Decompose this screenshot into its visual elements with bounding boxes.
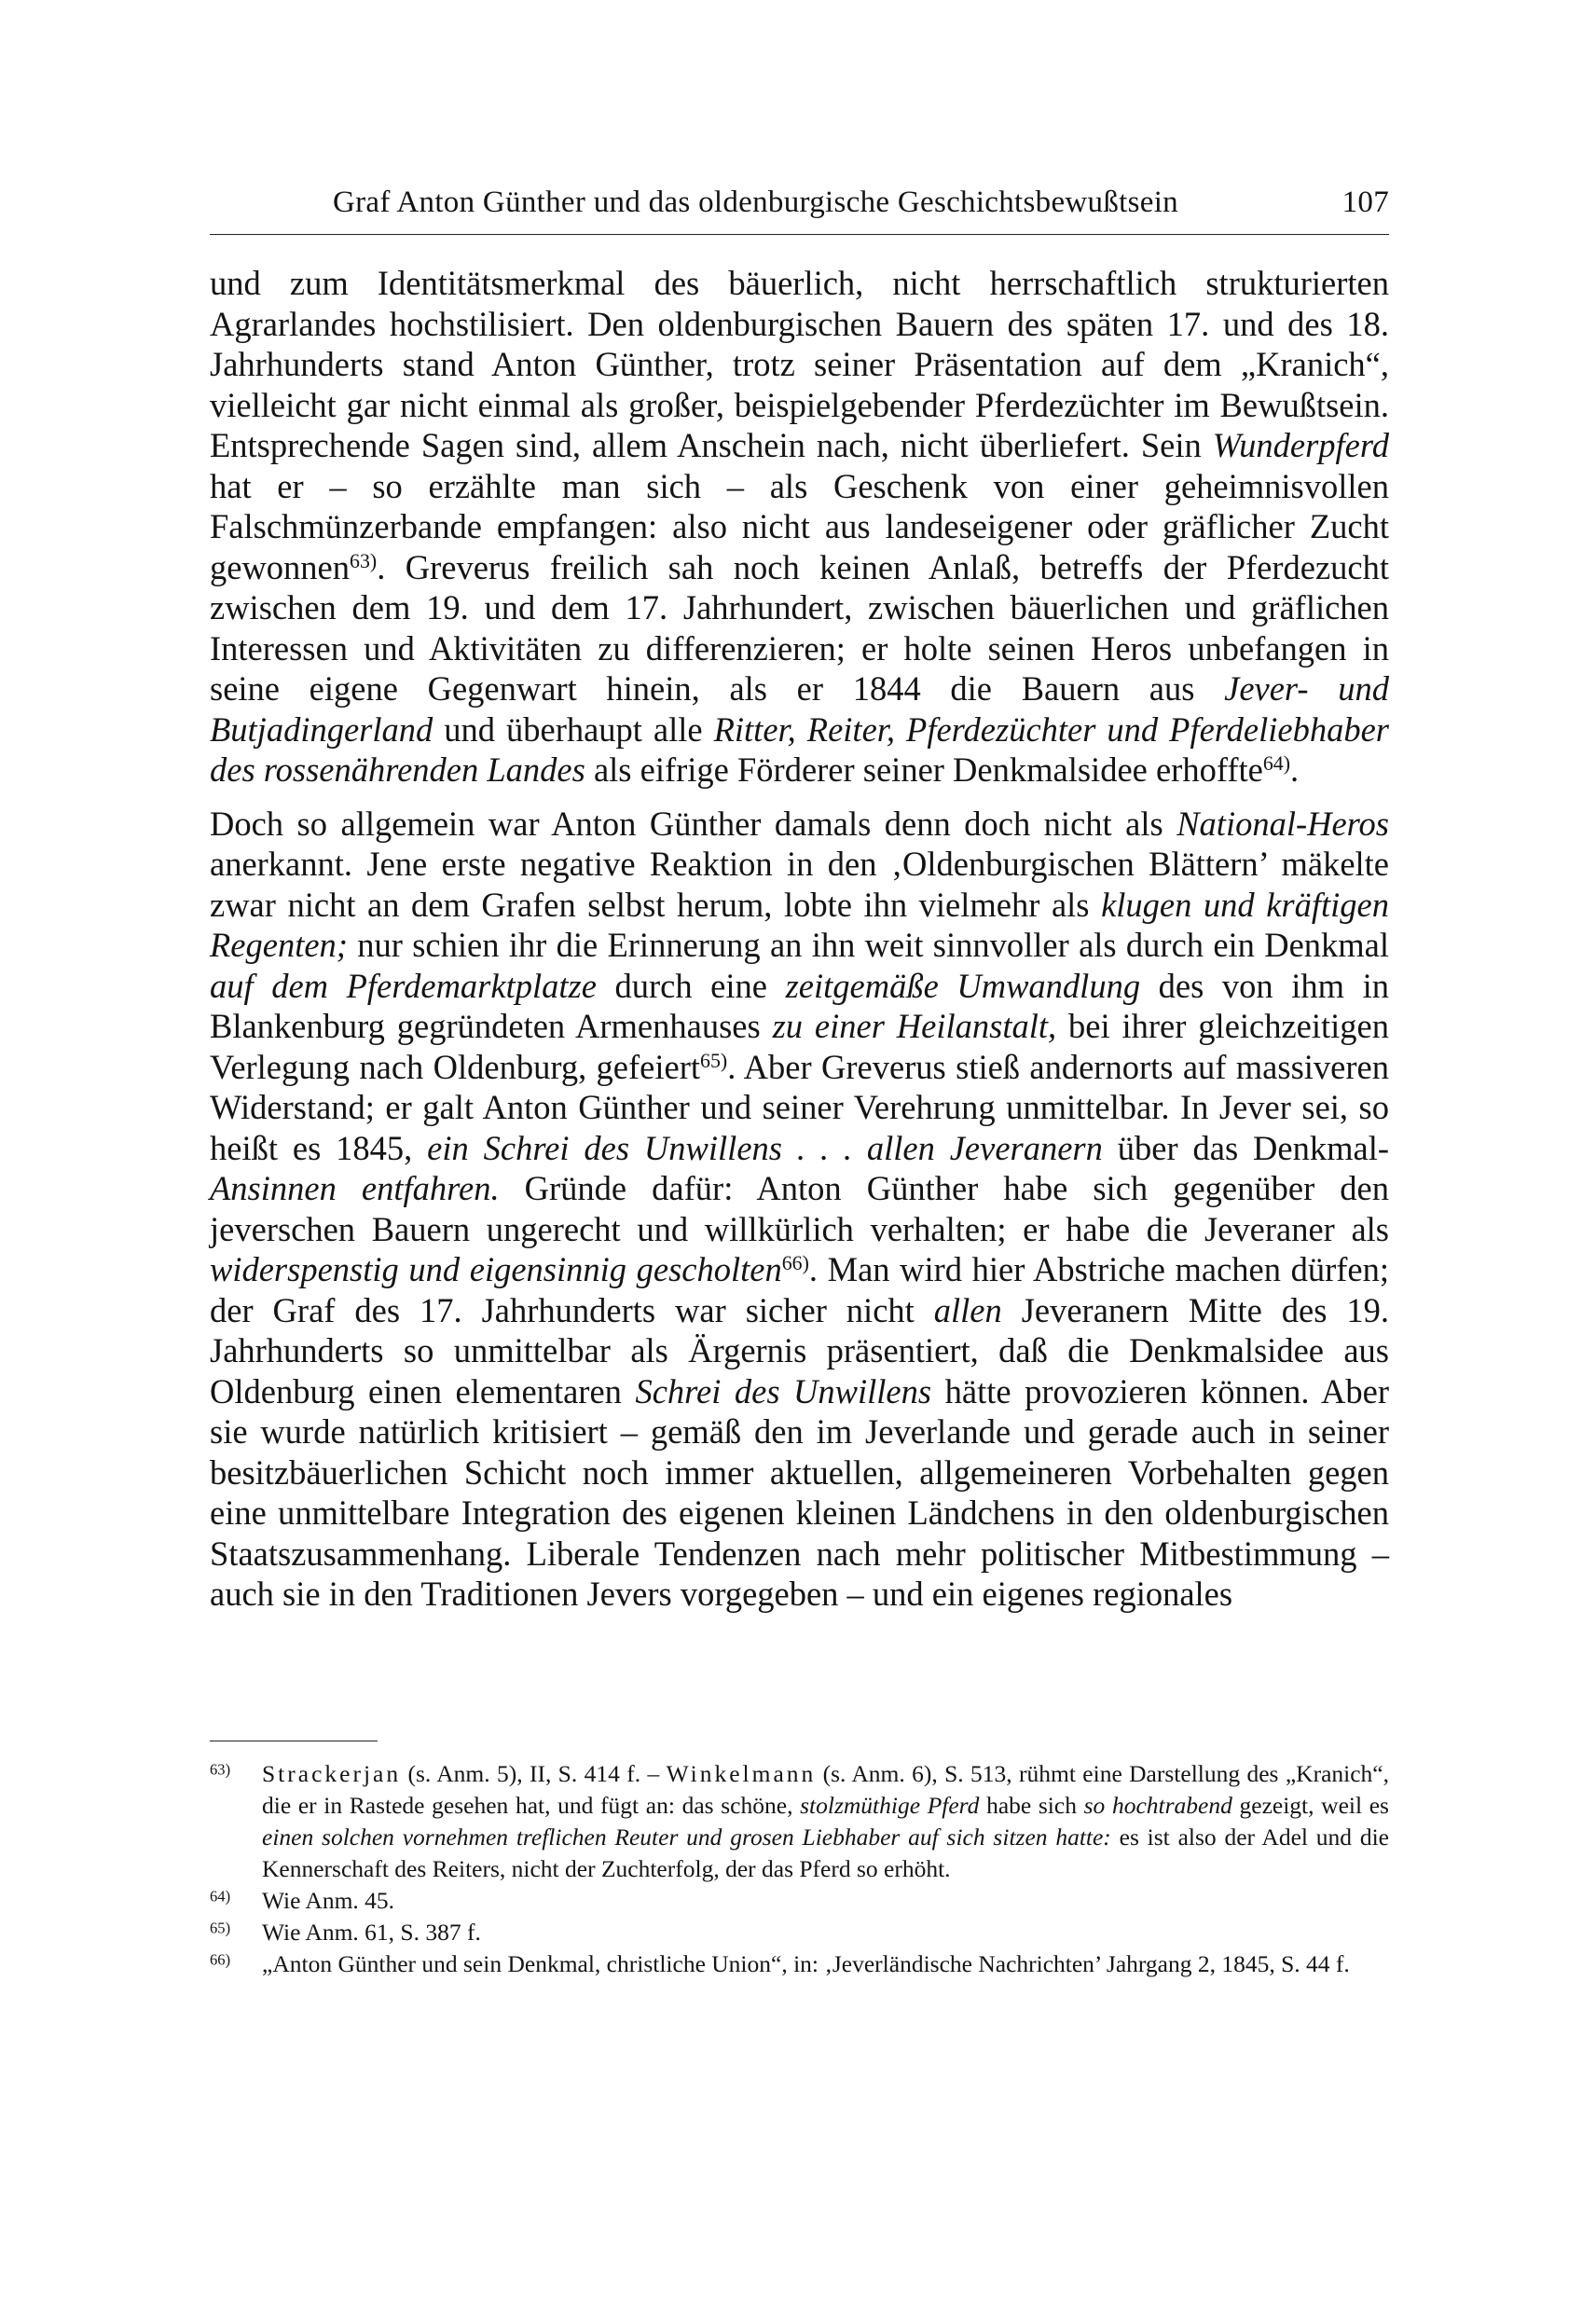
text-run: . Aber Greverus stieß andernorts auf massiveren Widerstand; er galt Anton Günther und seiner Verehrung unmittelbar. In Jever sei, so heißt es 1845, bbox=[210, 1047, 1389, 1167]
footnote-number bbox=[210, 1917, 262, 1948]
page-number: 107 bbox=[1341, 186, 1389, 219]
text-run: Gründe dafür: Anton Günther habe sich gegenüber den jeverschen Bauern ungerecht und willkürlich verhalten; er habe die Jeveraner als bbox=[210, 1169, 1389, 1248]
italic-text: Jever- und Butjadingerland bbox=[210, 669, 1389, 749]
footnote-text bbox=[262, 1758, 1389, 1885]
text-run: anerkannt. Jene erste negative Reaktion in den ‚Oldenburgischen Blättern’ mäkelte zwar nicht an dem Grafen selbst herum, lobte ihn vielmehr als bbox=[210, 845, 1389, 924]
italic-text: zu einer Heilanstalt, bbox=[772, 1007, 1057, 1045]
text-run: als eifrige Förderer seiner Denkmalsidee erhoffte bbox=[585, 750, 1263, 789]
italic-text: Schrei des Unwillens bbox=[635, 1371, 932, 1411]
paragraph bbox=[210, 804, 1389, 1615]
text-run: und zum Identitätsmerkmal des bäuerlich, nicht herrschaftlich strukturierten Agrarlandes hochstilisiert. Den oldenburgischen Bauern des späten 17. und des 18. Jahrhunderts stand Anton Günther, trotz seiner Präsentation auf dem „Kranich“, vielleicht gar nicht einmal als großer, beispielgebender Pferdezüchter im Bewußtsein. Entsprechende Sagen sind, allem Anschein nach, nicht überliefert. Sein bbox=[210, 264, 1389, 464]
paragraph bbox=[210, 263, 1389, 791]
footnote-number-text: 64) bbox=[210, 1887, 231, 1906]
text-run: über das Denkmal- bbox=[1102, 1128, 1389, 1167]
italic-text: Ansinnen entfahren. bbox=[210, 1169, 500, 1207]
italic-text: so hochtrabend bbox=[1083, 1792, 1232, 1819]
text-run: habe sich bbox=[979, 1792, 1084, 1819]
footnote bbox=[210, 1758, 1389, 1885]
footnote-reference[interactable]: 63) bbox=[350, 548, 378, 572]
footnote bbox=[210, 1917, 1389, 1948]
footnote bbox=[210, 1948, 1389, 1980]
running-head bbox=[210, 182, 1389, 235]
text-run: es ist also der Adel und die Kennerschaft des Reiters, nicht der Zuchterfolg, der das Pferd so erhöht. bbox=[262, 1823, 1389, 1882]
text-run: hätte provozieren können. Aber sie wurde natürlich kritisiert – gemäß den im Jeverlande und gerade auch in seiner besitzbäuerlichen Schicht noch immer aktuellen, allgemeineren Vorbehalten gegen eine unmittelbare Integration des eigenen kleinen Ländchens in den oldenburgischen Staatszusammenhang. Liberale Tendenzen nach mehr politischer Mitbestimmung – auch sie in den Traditionen Jevers vorgegeben – und ein eigenes regionales bbox=[210, 1371, 1389, 1613]
author-name: Winkelmann bbox=[666, 1760, 817, 1787]
footnote-text bbox=[262, 1917, 1389, 1948]
italic-text: auf dem Pferdemarktplatze bbox=[210, 966, 597, 1005]
text-run: bei ihrer gleichzeitigen Verlegung nach Oldenburg, gefeiert bbox=[210, 1007, 1390, 1086]
footnote-number-text: 63) bbox=[210, 1760, 231, 1779]
italic-text: National-Heros bbox=[1176, 804, 1389, 843]
footnote bbox=[210, 1885, 1389, 1917]
text-run: durch eine bbox=[596, 966, 786, 1005]
footnote-number-text: 65) bbox=[210, 1919, 231, 1937]
footnote-reference[interactable]: 64) bbox=[1262, 750, 1291, 775]
footnote-number bbox=[210, 1948, 262, 1980]
italic-text: allen bbox=[933, 1290, 1002, 1329]
text-run: hat er – so erzählte man sich – als Geschenk von einer geheimnisvollen Falschmünzerbande empfangen: also nicht aus landeseigener oder gräflicher Zucht gewonnen bbox=[210, 466, 1389, 586]
footnotes bbox=[210, 1741, 1389, 1980]
italic-text: klugen und kräftigen Regenten; bbox=[210, 885, 1389, 964]
footnote-text bbox=[262, 1885, 1389, 1917]
text-run: des von ihm in Blankenburg gegründeten Armenhauses bbox=[210, 966, 1390, 1045]
italic-text: zeitgemäße Umwandlung bbox=[785, 966, 1141, 1005]
footnote-number-text: 66) bbox=[210, 1950, 231, 1969]
text-run: gezeigt, weil es bbox=[1231, 1792, 1389, 1819]
text-run: . Man wird hier Abstriche machen dürfen; der Graf des 17. Jahrhunderts war sicher nicht bbox=[210, 1250, 1389, 1329]
text-run: . bbox=[1290, 750, 1300, 789]
italic-text: Ritter, Reiter, Pferdezüchter und Pferdeliebhaber des rossenährenden Landes bbox=[210, 709, 1389, 789]
footnote-text bbox=[262, 1948, 1389, 1980]
italic-text: stolzmüthige Pferd bbox=[800, 1792, 980, 1819]
italic-text: ein Schrei des Unwillens . . . allen Jeveranern bbox=[427, 1128, 1103, 1167]
italic-text: widerspenstig und eigensinnig gescholten bbox=[210, 1250, 782, 1288]
text-run: nur schien ihr die Erinnerung an ihn weit sinnvoller als durch ein Denkmal bbox=[347, 926, 1389, 964]
italic-text: Wunderpferd bbox=[1212, 426, 1389, 464]
running-head-title: Graf Anton Günther und das oldenburgische Geschichtsbewußtsein bbox=[333, 186, 1178, 219]
page bbox=[210, 182, 1390, 1977]
body-text bbox=[210, 263, 1389, 1615]
text-run: . Greverus freilich sah noch keinen Anlaß, betreffs der Pferdezucht zwischen dem 19. und dem 17. Jahrhundert, zwischen bäuerlichen und gräflichen Interessen und Aktivitäten zu differenzieren; er holte seinen Heros unbefangen in seine eigene Gegenwart hinein, als er 1844 die Bauern aus bbox=[210, 547, 1389, 708]
author-name: Strackerjan bbox=[262, 1760, 402, 1787]
footnote-reference[interactable]: 65) bbox=[700, 1048, 728, 1072]
footnote-reference[interactable]: 66) bbox=[781, 1250, 809, 1274]
text-run: (s. Anm. 6), S. 513, rühmt eine Darstellung des „Kranich“, die er in Rastede gesehen hat, und fügt an: das schöne, bbox=[262, 1760, 1389, 1819]
footnote-number bbox=[210, 1758, 262, 1885]
text-run: Wie Anm. 45. bbox=[262, 1887, 395, 1914]
text-run: Jeveranern Mitte des 19. Jahrhunderts so unmittelbar als Ärgernis präsentiert, daß die Denkmalsidee aus Oldenburg einen elementaren bbox=[210, 1290, 1389, 1411]
footnote-list bbox=[210, 1758, 1389, 1980]
italic-text: einen solchen vornehmen treflichen Reuter und grosen Liebhaber auf sich sitzen hatte: bbox=[262, 1823, 1111, 1851]
text-run: „Anton Günther und sein Denkmal, christliche Union“, in: ‚Jeverländische Nachrichten’ Jahrgang 2, 1845, S. 44 f. bbox=[262, 1950, 1350, 1977]
text-run: und überhaupt alle bbox=[433, 709, 714, 749]
text-run: Wie Anm. 61, S. 387 f. bbox=[262, 1919, 481, 1946]
text-run: (s. Anm. 5), II, S. 414 f. – bbox=[401, 1760, 667, 1787]
text-run: Doch so allgemein war Anton Günther damals denn doch nicht als bbox=[210, 804, 1177, 843]
footnote-number bbox=[210, 1885, 262, 1917]
